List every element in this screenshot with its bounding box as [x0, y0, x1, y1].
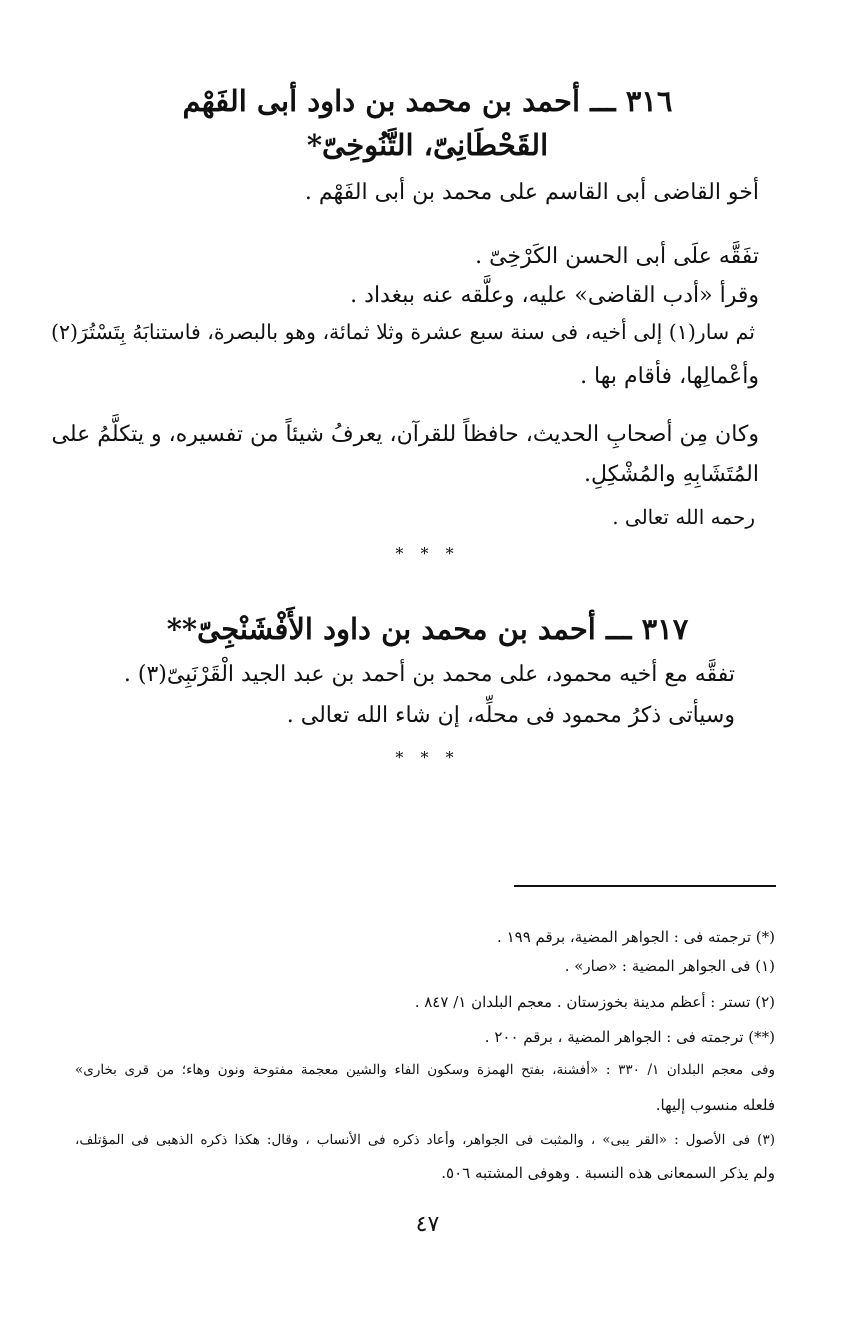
footnote: (٣) فى الأصول : «القر يبى» ، والمثبت فى الجواهر، وأعاد ذكره فى الأنساب ، وقال: هكذا ذكره الذهبى فى المؤتلف،: [75, 1132, 775, 1148]
entry-316-heading-line1: ٣١٦ ـــ أحمد بن محمد بن داود أبى الفَهْم: [182, 84, 673, 118]
footnote: (١) فى الجواهر المضية : «صار» .: [564, 957, 775, 975]
entry-316-paragraph: المُتَشَابِهِ والمُشْكِلِ.: [583, 462, 759, 487]
footnote: وفى معجم البلدان ١/ ٣٣٠ : «أفشنة، بفتح الهمزة وسكون الفاء والشين معجمة مفتوحة ونون وهاء؛ من قرى بخارى»: [75, 1062, 776, 1078]
footnote: فلعله منسوب إليها.: [655, 1096, 775, 1114]
footnote: (٢) تستر : أعظم مدينة بخوزستان . معجم البلدان ١/ ٨٤٧ .: [414, 993, 775, 1011]
entry-316-paragraph: ثم سار(١) إلى أخيه، فى سنة سبع عشرة وثلا ثمائة، وهو بالبصرة، فاستنابَهُ بِتَسْتُرَ(٢): [51, 320, 755, 344]
footnote-divider: [514, 885, 776, 887]
section-separator: * * *: [395, 748, 460, 767]
entry-316-paragraph: وأعْمالِها، فأقام بها .: [580, 364, 759, 389]
entry-316-paragraph: تفَقَّه علَى أبى الحسن الكَرْخِىّ .: [475, 244, 759, 269]
entry-316-paragraph: أخو القاضى أبى القاسم على محمد بن أبى الفَهْم .: [304, 180, 759, 205]
entry-317-heading: ٣١٧ ـــ أحمد بن محمد بن داود الأَفْشَنْجِىّ**: [166, 612, 689, 646]
entry-317-paragraph: تفقَّه مع أخيه محمود، على محمد بن أحمد بن عبد الجيد الْقَرْنَبِىّ(٣) .: [123, 662, 735, 687]
footnote: ولم يذكر السمعانى هذه النسبة . وهوفى المشتبه ٥٠٦.: [441, 1164, 775, 1182]
section-separator: * * *: [395, 544, 460, 563]
entry-316-paragraph: وكان مِن أصحابِ الحديث، حافظاً للقرآن، يعرفُ شيئاً من تفسيره، و يتكلَّمُ على: [51, 422, 759, 447]
footnote: (**) ترجمته فى : الجواهر المضية ، برقم ٢٠٠ .: [484, 1028, 775, 1046]
entry-316-paragraph: وقرأ «أدب القاضى» عليه، وعلَّقه عنه ببغداد .: [350, 283, 759, 308]
entry-317-paragraph: وسيأتى ذكرُ محمود فى محلِّه، إن شاء الله تعالى .: [286, 703, 735, 728]
entry-316-paragraph: رحمه الله تعالى .: [612, 505, 755, 529]
footnote: (*) ترجمته فى : الجواهر المضية، برقم ١٩٩ .: [497, 928, 775, 946]
page-number: ٤٧: [415, 1212, 440, 1237]
entry-316-heading-line2: القَحْطَانِىّ، التَّنُوخِىّ‏*: [306, 128, 549, 162]
